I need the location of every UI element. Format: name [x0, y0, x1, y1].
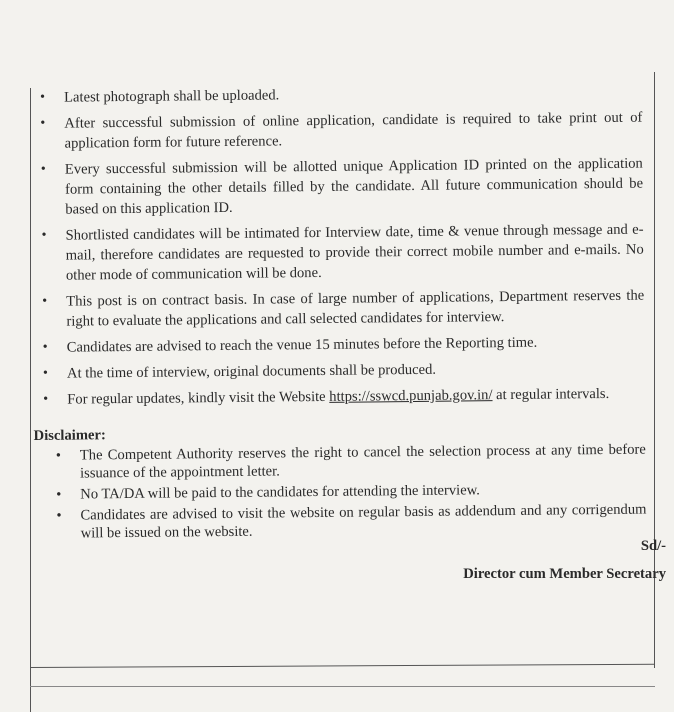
- instructions-list: [30, 82, 645, 410]
- list-item: • The Competent Authority reserves the right to cancel the selection process at any time before issuance of the appointment letter.: [80, 441, 646, 483]
- disclaimer-list: [34, 441, 647, 543]
- updates-prefix: For regular updates, kindly visit the Website: [67, 388, 330, 408]
- list-item: • Every successful submission will be allotted unique Application ID printed on the application form containing the other details filled by the candidate. All future communication should be based on this application ID.: [65, 154, 644, 220]
- signature-sd: Sd/-: [640, 538, 666, 554]
- list-item: • Candidates are advised to reach the venue 15 minutes before the Reporting time.: [67, 332, 645, 358]
- list-item-updates: [67, 384, 645, 410]
- disclaimer-heading: Disclaimer:: [33, 427, 106, 444]
- list-item: • No TA/DA will be paid to the candidates for attending the interview.: [80, 480, 646, 504]
- website-link[interactable]: https://sswcd.punjab.gov.in/: [329, 387, 493, 405]
- list-item: • Latest photograph shall be uploaded.: [64, 82, 642, 108]
- list-item: • Shortlisted candidates will be intimated for Interview date, time & venue through message and e-mail, therefore candidates are requested to provide their correct mobile number and e-mails. No other mode of communication will be done.: [65, 220, 644, 286]
- signature-title: Director cum Member Secretary: [463, 566, 666, 582]
- updates-suffix: at regular intervals.: [492, 385, 610, 404]
- list-item: • This post is on contract basis. In case of large number of applications, Department reserves the right to evaluate the applications and call selected candidates for interview.: [66, 286, 644, 332]
- page-border-bottom: [30, 664, 655, 668]
- list-item: • After successful submission of online application, candidate is required to take print out of application form for future reference.: [64, 108, 642, 154]
- list-item: • At the time of interview, original documents shall be produced.: [67, 358, 645, 384]
- list-item: • Candidates are advised to visit the website on regular basis as addendum and any corrigendum will be issued on the website.: [80, 501, 646, 543]
- notice-content: [30, 82, 647, 546]
- page-border-bottom-outer: [30, 686, 655, 687]
